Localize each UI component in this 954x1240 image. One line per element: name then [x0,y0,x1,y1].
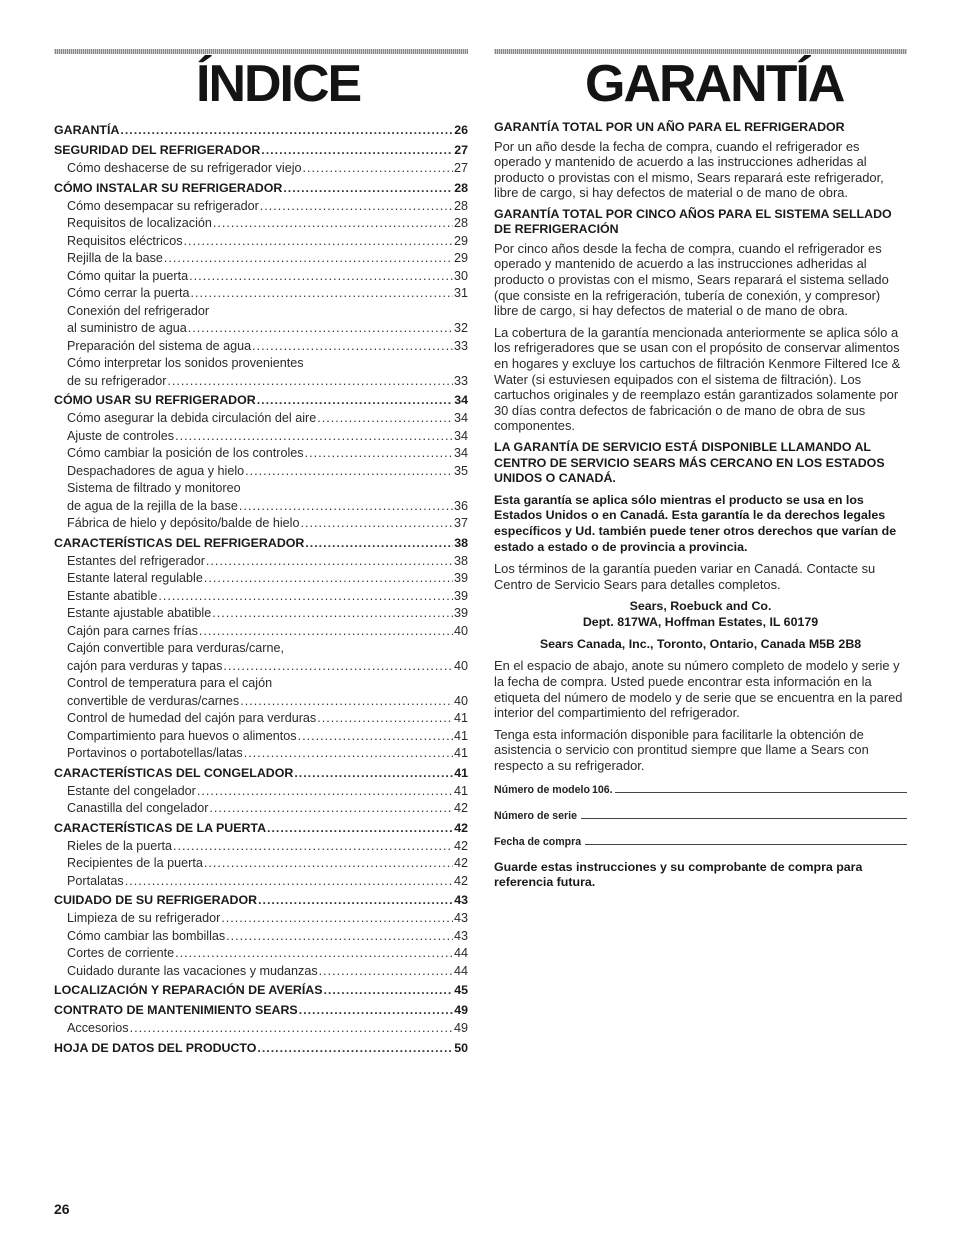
toc-subentry[interactable] [54,355,468,373]
toc-entry-page: 38 [453,553,468,568]
toc-entry-page: 41 [453,711,468,725]
toc-entry-page: 26 [454,123,468,137]
toc-dot-leader [258,891,453,910]
toc-entry-label: Canastilla del congelador [67,801,209,815]
model-number-label: Número de modelo [494,783,590,796]
toc-section-entry[interactable] [54,141,468,160]
toc-entry-label: Cortes de corriente [67,946,175,960]
toc-subentry[interactable] [54,410,468,428]
toc-entry-label: Rieles de la puerta [67,838,173,853]
toc-dot-leader [299,1001,454,1020]
toc-dot-leader [260,198,453,216]
toc-dot-leader [257,391,454,410]
toc-dot-leader [206,553,453,571]
toc-entry-label: Cómo interpretar los sonidos provenientes [67,356,304,370]
toc-entry-page: 41 [454,765,468,780]
toc-subentry[interactable] [54,198,468,216]
toc-entry-label: Cajón para carnes frías [67,623,198,638]
toc-dot-leader [240,693,453,711]
toc-dot-leader [197,783,453,801]
toc-dot-leader [204,570,453,588]
toc-dot-leader [175,428,453,446]
toc-dot-leader [120,121,453,140]
toc-entry-label: Rejilla de la base [67,251,163,265]
toc-subentry[interactable] [54,855,468,873]
warranty-title: GARANTÍA [585,55,844,113]
toc-entry-label: Cajón convertible para verduras/carne, [67,641,285,655]
toc-dot-leader [267,819,453,838]
toc-subentry[interactable] [54,463,468,481]
toc-section-entry[interactable] [54,981,468,1000]
toc-entry-page: 41 [453,728,468,743]
toc-subentry[interactable] [54,623,468,641]
toc-entry-page: 39 [453,571,468,585]
toc-dot-leader [184,233,453,251]
toc-dot-leader [199,623,453,641]
serial-number-line [581,806,907,819]
toc-entry-label: CUIDADO DE SU REFRIGERADOR [54,893,258,907]
toc-entry-label: Cómo desempacar su refrigerador [67,198,259,213]
toc-entry-label: CÓMO USAR SU REFRIGERADOR [54,393,256,407]
toc-entry-label: Sistema de filtrado y monitoreo [67,481,241,495]
coverage-text: La cobertura de la garantía mencionada anteriormente se aplica sólo a los refrigeradores que se usan con el propósito de conservar alimentos en hogares y excluye los cartuchos de filtración Kenmore Filtered Ice & Water (si estuviesen equipados con el sistema de filtración). Los cartuchos originales y de reemplazo están garantizados solamente por 30 días contra defectos de fabricación o de mano de obra de sus componentes. [494,324,901,434]
toc-dot-leader [239,498,453,516]
toc-subentry[interactable] [54,640,468,658]
address-line-3: Sears Canada, Inc., Toronto, Ontario, Canada M5B 2B8 [539,637,862,652]
toc-entry-page: 42 [453,801,468,815]
toc-dot-leader [261,141,453,160]
serial-number-field[interactable] [494,806,907,832]
toc-entry-page: 34 [453,428,468,443]
toc-entry-page: 28 [453,198,468,213]
model-number-value: 106. [591,783,613,796]
model-number-field[interactable] [494,780,907,806]
toc-entry-page: 49 [453,1021,468,1035]
toc-subentry[interactable] [54,588,468,606]
toc-dot-leader [204,855,453,873]
table-of-contents [54,120,468,1058]
toc-subentry[interactable] [54,800,468,818]
toc-subentry[interactable] [54,320,468,338]
toc-entry-label: Limpieza de su refrigerador [67,911,221,925]
toc-subentry[interactable] [54,728,468,746]
toc-entry-page: 36 [453,498,468,513]
toc-subentry[interactable] [54,498,468,516]
purchase-date-field[interactable] [494,832,907,858]
toc-subentry[interactable] [54,570,468,588]
toc-entry-label: Cómo asegurar la debida circulación del aire [67,411,317,425]
toc-entry-page: 33 [453,373,468,388]
toc-entry-label: CARACTERÍSTICAS DEL REFRIGERADOR [54,535,305,550]
toc-entry-label: Cuidado durante las vacaciones y mudanzas [67,963,318,978]
toc-entry-label: Requisitos de localización [67,216,212,230]
toc-dot-leader [175,945,453,963]
warranty-section [494,120,907,903]
purchase-date-label: Fecha de compra [494,835,582,848]
toc-dot-leader [188,320,453,338]
toc-subentry[interactable] [54,963,468,981]
toc-dot-leader [317,710,453,728]
toc-dot-leader [283,179,453,198]
keep-instructions-text: Guarde estas instrucciones y su comprobante de compra para referencia futura. [494,859,863,890]
toc-section-entry[interactable] [54,121,468,140]
toc-entry-label: Compartimiento para huevos o alimentos [67,728,297,743]
toc-dot-leader [245,463,453,481]
toc-subentry[interactable] [54,553,468,571]
canada-text: Los términos de la garantía pueden variar en Canadá. Contacte su Centro de Servicio Sears para detalles completos. [494,561,876,592]
toc-entry-page: 29 [453,233,468,248]
toc-entry-label: HOJA DE DATOS DEL PRODUCTO [54,1040,257,1055]
toc-dot-leader [257,1039,453,1058]
toc-entry-label: CÓMO INSTALAR SU REFRIGERADOR [54,180,283,195]
toc-entry-page: 38 [454,535,468,550]
toc-entry-label: GARANTÍA [54,123,120,137]
toc-subentry[interactable] [54,268,468,286]
toc-entry-label: Fábrica de hielo y depósito/balde de hielo [67,516,300,530]
toc-subentry[interactable] [54,693,468,711]
toc-entry-page: 41 [453,746,468,760]
toc-entry-page: 34 [453,411,468,425]
toc-dot-leader [323,981,453,1000]
toc-entry-page: 32 [453,321,468,335]
toc-subentry[interactable] [54,215,468,233]
toc-entry-page: 45 [454,983,468,997]
toc-subentry[interactable] [54,515,468,533]
toc-subentry[interactable] [54,160,468,178]
toc-section-entry[interactable] [54,534,468,553]
toc-entry-label: Recipientes de la puerta [67,856,203,870]
page-number: 26 [54,1201,70,1217]
toc-entry-label: al suministro de agua [67,321,187,335]
toc-dot-leader [305,534,453,553]
toc-entry-page: 37 [453,516,468,530]
toc-entry-page: 40 [453,658,468,673]
toc-entry-label: Accesorios [67,1021,129,1035]
toc-entry-page: 39 [453,606,468,620]
toc-entry-label: SEGURIDAD DEL REFRIGERADOR [54,143,261,157]
toc-entry-page: 43 [454,893,468,907]
toc-entry-page: 34 [453,446,468,460]
toc-entry-page: 42 [453,838,468,853]
toc-dot-leader [167,373,453,391]
toc-entry-label: Preparación del sistema de agua [67,338,252,353]
toc-entry-label: de su refrigerador [67,373,167,388]
toc-subentry[interactable] [54,373,468,391]
toc-entry-label: Cómo cambiar las bombillas [67,928,226,943]
serial-number-label: Número de serie [494,809,578,822]
toc-entry-label: CARACTERÍSTICAS DEL CONGELADOR [54,765,294,780]
toc-subentry[interactable] [54,658,468,676]
toc-subentry[interactable] [54,303,468,321]
toc-entry-label: Control de temperatura para el cajón [67,676,273,690]
toc-entry-page: 27 [454,143,468,157]
toc-subentry[interactable] [54,838,468,856]
toc-entry-label: Estante ajustable abatible [67,606,212,620]
toc-subentry[interactable] [54,745,468,763]
toc-dot-leader [317,410,453,428]
toc-section-entry[interactable] [54,391,468,410]
toc-entry-label: Cómo deshacerse de su refrigerador viejo [67,161,302,175]
toc-entry-label: CONTRATO DE MANTENIMIENTO SEARS [54,1003,298,1017]
toc-subentry[interactable] [54,1020,468,1038]
service-heading: LA GARANTÍA DE SERVICIO ESTÁ DISPONIBLE LLAMANDO AL CENTRO DE SERVICIO SEARS MÁS CERCANO EN LOS ESTADOS UNIDOS O CANADÁ. [494,440,885,486]
model-number-line [615,780,907,793]
toc-entry-label: Ajuste de controles [67,428,175,443]
toc-subentry[interactable] [54,910,468,928]
toc-dot-leader [252,338,453,356]
toc-entry-label: cajón para verduras y tapas [67,658,223,673]
toc-section-entry[interactable] [54,1001,468,1020]
five-year-text: Por cinco años desde la fecha de compra, cuando el refrigerador es operado y mantenido de acuerdo a las instrucciones adheridas al producto o provistas con el mismo, Sears reparará el sistema sellado (que consiste en la refrigeración, tubería de conexión, y compresor) libre de cargo, si hay defectos de material o de mano de obra. [494,240,889,319]
toc-dot-leader [223,658,453,676]
toc-subentry[interactable] [54,928,468,946]
toc-dot-leader [125,873,453,891]
toc-entry-page: 43 [453,911,468,925]
toc-entry-label: Estante lateral regulable [67,571,203,585]
toc-dot-leader [130,1020,453,1038]
toc-entry-page: 41 [453,783,468,798]
toc-entry-page: 39 [453,588,468,603]
toc-entry-page: 42 [453,873,468,888]
toc-entry-page: 44 [453,946,468,960]
toc-dot-leader [221,910,453,928]
toc-dot-leader [226,928,453,946]
rights-text: Esta garantía se aplica sólo mientras el producto se usa en los Estados Unidos o en Canadá. Esta garantía le da derechos legales específicos y Ud. también puede tener otros derechos que varían de estado a estado o de provincia a provincia. [494,492,897,554]
toc-entry-label: Portavinos o portabotellas/latas [67,746,243,760]
toc-subentry[interactable] [54,783,468,801]
toc-entry-label: Portalatas [67,873,124,888]
address-line-1: Sears, Roebuck and Co. [629,599,772,614]
toc-dot-leader [298,728,453,746]
toc-section-entry[interactable] [54,819,468,838]
toc-entry-page: 40 [453,693,468,708]
toc-entry-page: 27 [453,161,468,175]
toc-entry-label: Estantes del refrigerador [67,553,205,568]
toc-entry-page: 44 [453,963,468,978]
toc-dot-leader [244,745,453,763]
toc-dot-leader [209,800,453,818]
address-line-2: Dept. 817WA, Hoffman Estates, IL 60179 [582,615,819,630]
toc-subentry[interactable] [54,285,468,303]
toc-entry-label: de agua de la rejilla de la base [67,498,238,513]
toc-entry-page: 43 [453,928,468,943]
toc-dot-leader [305,445,453,463]
toc-subentry[interactable] [54,233,468,251]
toc-entry-page: 34 [454,393,468,407]
toc-entry-label: Requisitos eléctricos [67,233,183,248]
toc-dot-leader [319,963,453,981]
toc-section-entry[interactable] [54,891,468,910]
toc-entry-page: 50 [454,1040,468,1055]
toc-subentry[interactable] [54,445,468,463]
toc-entry-label: Estante del congelador [67,783,196,798]
record-text: En el espacio de abajo, anote su número completo de modelo y serie y la fecha de compra. Usted puede encontrar esta información en la etiqueta del número de modelo y de serie que se encuentra en la pared interior del compartimiento del refrigerador. [494,658,903,721]
toc-dot-leader [303,160,453,178]
toc-subentry[interactable] [54,428,468,446]
toc-subentry[interactable] [54,480,468,498]
toc-dot-leader [173,838,453,856]
toc-subentry[interactable] [54,250,468,268]
toc-entry-page: 49 [454,1003,468,1017]
toc-entry-label: Cómo quitar la puerta [67,268,189,283]
toc-entry-label: Control de humedad del cajón para verduras [67,711,317,725]
toc-dot-leader [189,268,453,286]
toc-entry-label: Despachadores de agua y hielo [67,463,245,478]
toc-dot-leader [158,588,453,606]
toc-dot-leader [213,215,453,233]
full-one-year-heading: GARANTÍA TOTAL POR UN AÑO PARA EL REFRIGERADOR [494,120,845,134]
toc-entry-page: 29 [453,251,468,265]
toc-entry-label: convertible de verduras/carnes [67,693,240,708]
index-title: ÍNDICE [196,55,361,113]
toc-entry-page: 33 [453,338,468,353]
purchase-date-line [585,832,907,845]
toc-entry-page: 35 [453,463,468,478]
toc-dot-leader [212,605,453,623]
toc-entry-page: 42 [453,856,468,870]
toc-subentry[interactable] [54,873,468,891]
toc-section-entry[interactable] [54,179,468,198]
toc-subentry[interactable] [54,675,468,693]
keep-text: Tenga esta información disponible para facilitarle la obtención de asistencia o servicio con prontitud siempre que llame a Sears con respecto a su refrigerador. [494,726,869,773]
toc-dot-leader [300,515,453,533]
toc-entry-page: 40 [453,623,468,638]
toc-entry-label: CARACTERÍSTICAS DE LA PUERTA [54,820,267,835]
toc-dot-leader [294,764,453,783]
toc-subentry[interactable] [54,338,468,356]
toc-dot-leader [164,250,453,268]
toc-entry-label: Cómo cambiar la posición de los controles [67,446,304,460]
toc-dot-leader [191,285,453,303]
toc-subentry[interactable] [54,605,468,623]
toc-entry-label: LOCALIZACIÓN Y REPARACIÓN DE AVERÍAS [54,983,323,997]
full-one-year-text: Por un año desde la fecha de compra, cuando el refrigerador es operado y mantenido de acuerdo a las instrucciones adheridas al producto o provistas con el mismo, Sears reparará este refrigerador, libre de cargo, si hay defectos de material o de mano de obra. [494,138,884,201]
toc-subentry[interactable] [54,710,468,728]
toc-entry-page: 28 [454,180,468,195]
toc-subentry[interactable] [54,945,468,963]
toc-entry-page: 28 [453,216,468,230]
five-year-heading: GARANTÍA TOTAL POR CINCO AÑOS PARA EL SISTEMA SELLADO DE REFRIGERACIÓN [494,206,892,237]
toc-entry-page: 31 [453,286,468,300]
toc-section-entry[interactable] [54,1039,468,1058]
toc-entry-label: Conexión del refrigerador [67,303,210,318]
toc-entry-page: 42 [454,820,468,835]
toc-entry-page: 30 [453,268,468,283]
toc-section-entry[interactable] [54,764,468,783]
toc-entry-label: Estante abatible [67,588,158,603]
toc-entry-label: Cómo cerrar la puerta [67,286,190,300]
